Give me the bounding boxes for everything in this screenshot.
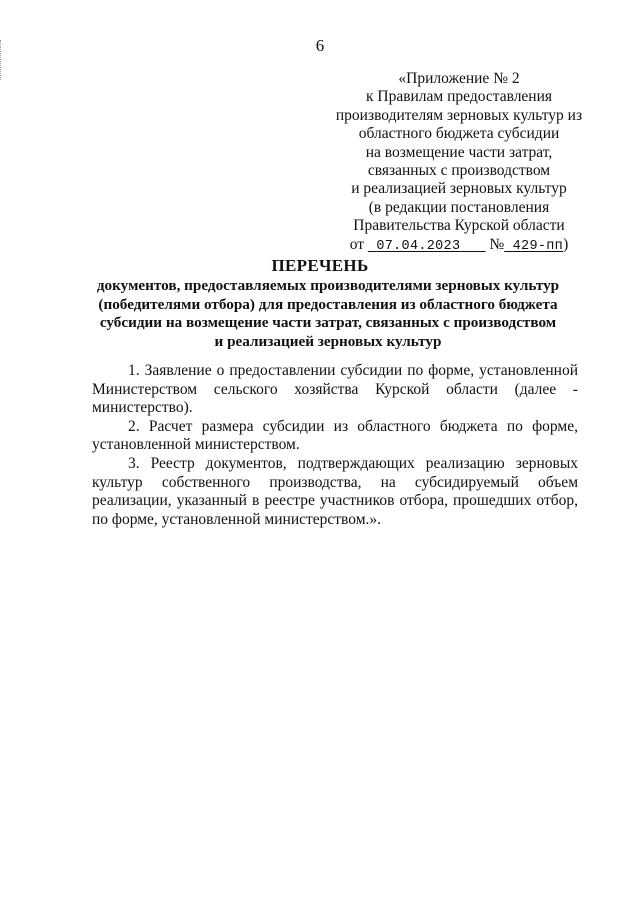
subtitle-line: документов, предоставляемых производителями зерновых культур (96, 277, 560, 294)
subtitle-line: и реализацией зерновых культур (214, 332, 442, 350)
list-item: 1. Заявление о предоставлении субсидии по форме, установленной Министерством сельского хозяйства Курской области (далее - министерство). (92, 362, 578, 417)
close-paren: ) (563, 235, 569, 253)
number-prefix: № (489, 235, 505, 253)
document-subtitle (80, 277, 576, 351)
decree-reference (300, 236, 618, 256)
subtitle-line: субсидии на возмещение части затрат, связанных с производством (99, 314, 557, 331)
date-prefix: от (349, 235, 365, 253)
subtitle-line: (победителями отбора) для предоставления из областного бюджета (98, 295, 558, 313)
list-item: 3. Реестр документов, подтверждающих реализацию зерновых культур собственного производства, на субсидируемый объем реализации, указанный в реестре участников отбора, прошедших отбор, по форме, установленной министерством.». (92, 454, 578, 528)
document-title: ПЕРЕЧЕНЬ (271, 256, 369, 275)
appendix-line: областного бюджета субсидии (358, 125, 560, 143)
appendix-line: «Приложение № 2 (398, 70, 520, 87)
decree-number: 429-пп (512, 238, 564, 254)
appendix-line: к Правилам предоставления (365, 88, 553, 106)
appendix-header (300, 70, 618, 256)
appendix-line: производителям зерновых культур из (335, 106, 583, 124)
document-list (92, 362, 578, 529)
appendix-line: связанных с производством (367, 162, 551, 180)
appendix-line: Правительства Курской области (353, 217, 565, 235)
decree-date: 07.04.2023 (376, 238, 461, 254)
list-item: 2. Расчет размера субсидии из областного бюджета по форме, установленной министерством. (92, 417, 578, 454)
page-number: 6 (315, 36, 325, 55)
appendix-line: и реализацией зерновых культур (351, 180, 567, 198)
appendix-line: на возмещение части затрат, (365, 143, 553, 161)
appendix-line: (в редакции постановления (368, 198, 550, 216)
